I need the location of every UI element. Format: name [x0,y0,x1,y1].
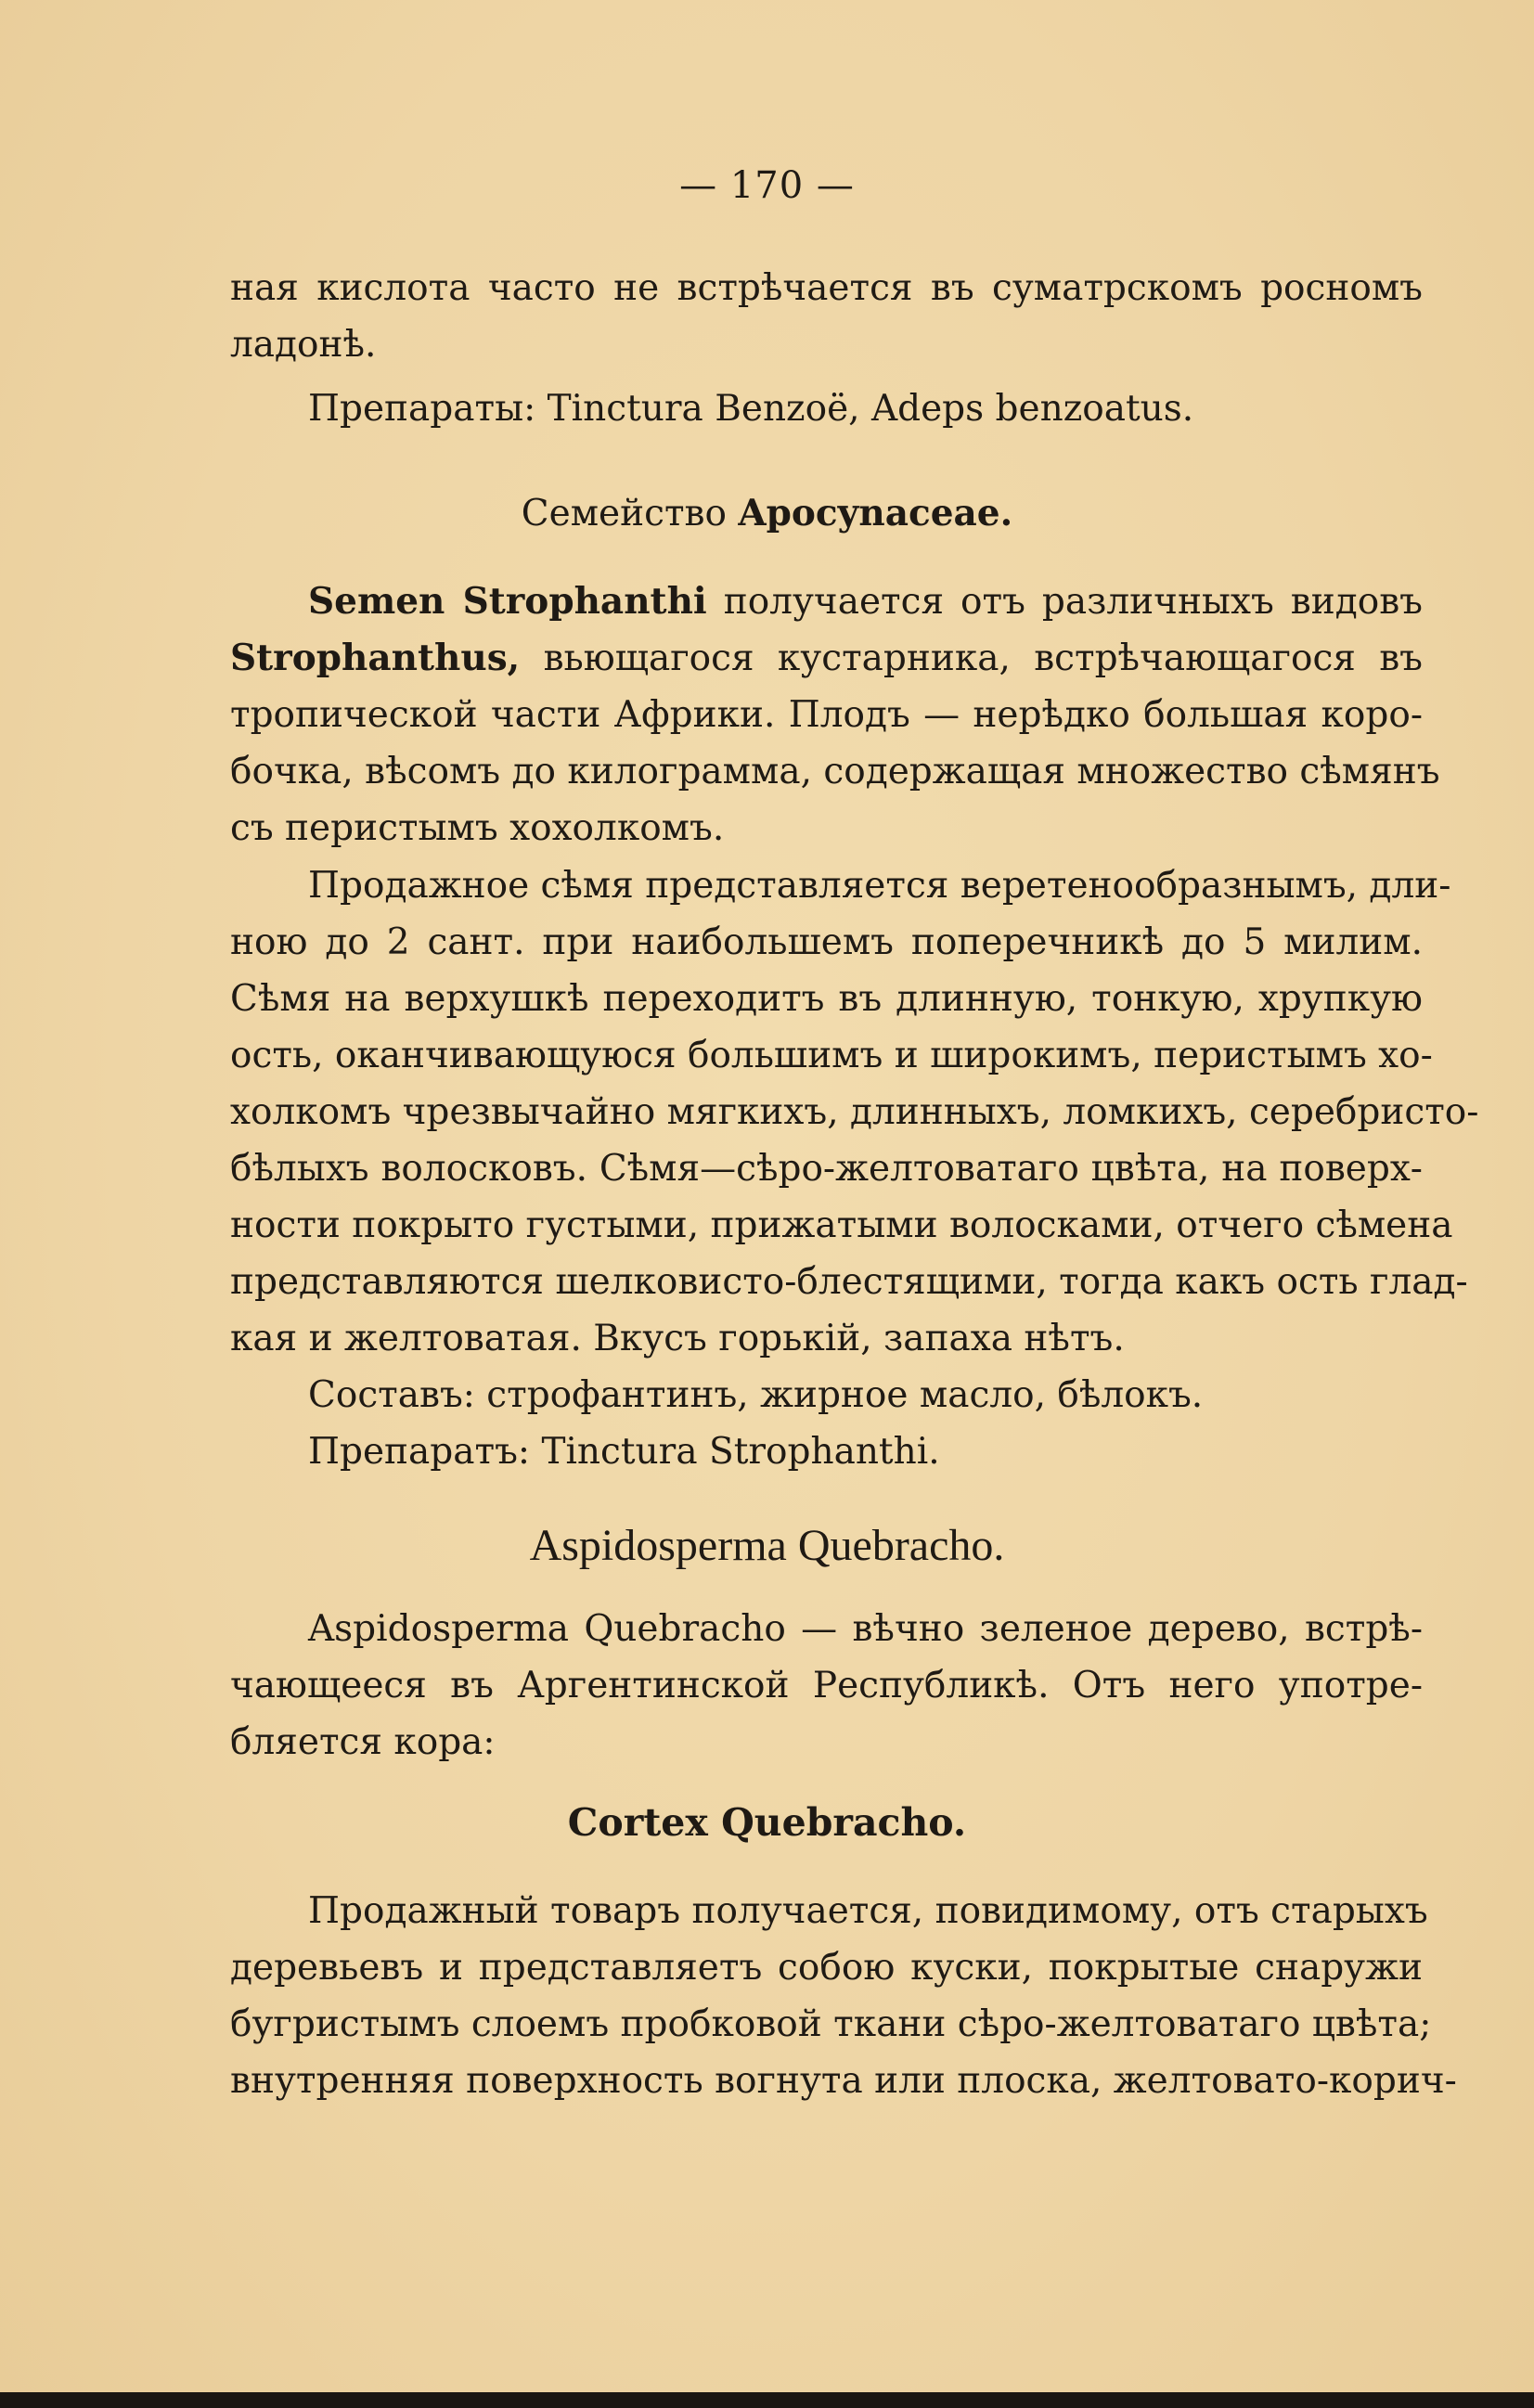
preparation-line: Препаратъ: Tinctura Strophanthi. [308,1431,940,1473]
description-paragraph [230,857,1479,1480]
text-line: Aspidosperma Quebracho — вѣчно зеленое дерево, встрѣ- [308,1608,1423,1650]
aspidosperma-paragraph [230,1601,1423,1771]
text-line [230,630,1423,687]
text-line: съ перистымъ хохолкомъ. [230,807,725,849]
text-line: бугристымъ слоемъ пробковой ткани сѣро-желтоватаго цвѣта; [230,2003,1432,2045]
text-line [230,573,1423,630]
preparations-line: Препараты: Tinctura Benzoë, Adeps benzoatus. [308,388,1194,430]
cortex-paragraph [230,1883,1457,2109]
page-number: — 170 — [679,164,855,207]
cortex-heading: Cortex Quebracho. [567,1800,967,1845]
text-line: представляются шелковисто-блестящими, тогда какъ ость глад- [230,1261,1468,1303]
family-heading-name: Apocynaceae. [738,492,1013,534]
text-line: бѣлыхъ волосковъ. Сѣмя—сѣро-желтоватаго цвѣта, на поверх- [230,1148,1423,1190]
text-fragment: вьющагося кустарника, встрѣчающагося въ [543,637,1423,679]
text-line: внутренняя поверхность вогнута или плоска, желтовато-корич- [230,2060,1457,2102]
term-semen-strophanthi: Semen Strophanthi [308,580,707,623]
intro-paragraph [230,260,1423,437]
page-bottom-edge [0,2392,1534,2408]
text-line: холкомъ чрезвычайно мягкихъ, длинныхъ, ломкихъ, серебристо- [230,1091,1479,1133]
composition-line: Составъ: строфантинъ, жирное масло, бѣлокъ. [308,1374,1204,1416]
text-line: тропической части Африки. Плодъ — нерѣдко большая коро- [230,694,1423,736]
text-line: ная кислота часто не встрѣчается въ суматрскомъ росномъ [230,267,1423,309]
strophanthi-paragraph [230,573,1440,856]
text-line: ладонѣ. [230,324,377,366]
text-line: бочка, вѣсомъ до килограмма, содержащая множество сѣмянъ [230,751,1440,792]
text-line: Продажное сѣмя представляется веретенообразнымъ, дли- [308,865,1451,907]
aspidosperma-heading: Aspidosperma Quebracho. [529,1521,1005,1570]
family-heading-prefix: Семейство [521,493,727,534]
text-line: деревьевъ и представляетъ собою куски, покрытые снаружи [230,1947,1423,1989]
text-line: бляется кора: [230,1721,496,1763]
family-heading [0,492,1534,534]
text-line: ности покрыто густыми, прижатыми волосками, отчего сѣмена [230,1204,1453,1246]
text-line: чающееся въ Аргентинской Республикѣ. Отъ него употре- [230,1665,1423,1706]
term-strophanthus: Strophanthus, [230,637,521,679]
text-line: ною до 2 сант. при наибольшемъ поперечникѣ до 5 милим. [230,921,1423,963]
text-fragment: получается отъ различныхъ видовъ [723,581,1423,623]
text-line: кая и желтоватая. Вкусъ горькій, запаха нѣтъ. [230,1318,1125,1359]
text-line: Сѣмя на верхушкѣ переходитъ въ длинную, тонкую, хрупкую [230,978,1423,1020]
text-line: ость, оканчивающуюся большимъ и широкимъ, перистымъ хо- [230,1035,1433,1076]
text-line: Продажный товаръ получается, повидимому, отъ старыхъ [308,1890,1428,1932]
